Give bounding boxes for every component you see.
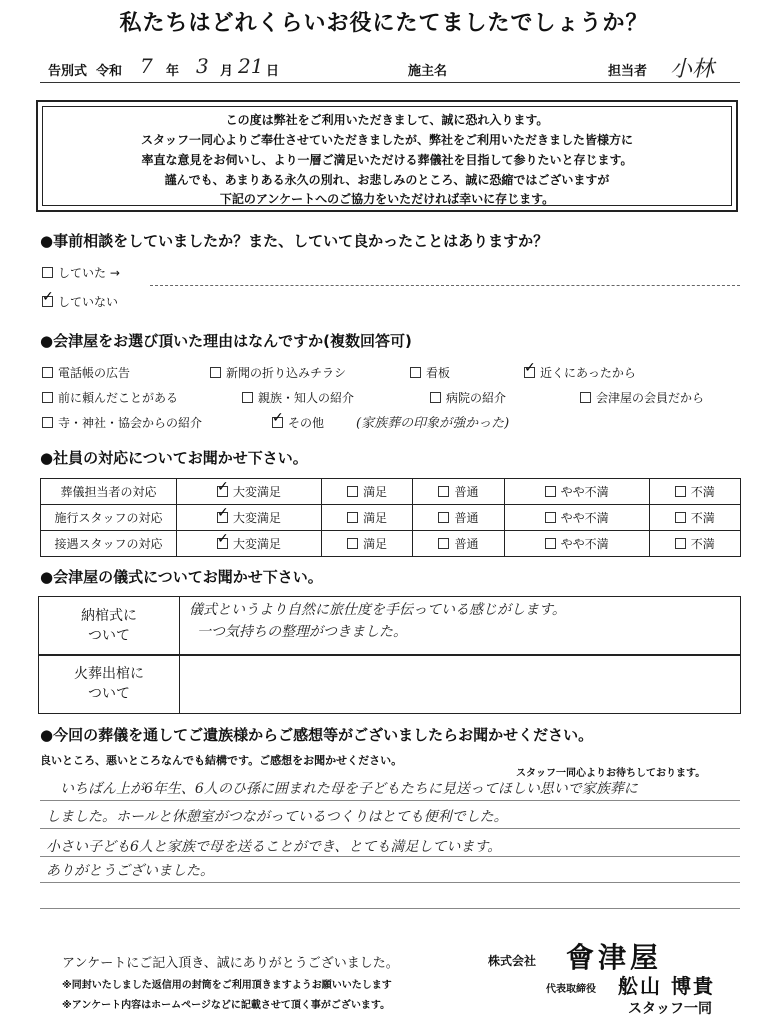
rep-title: 代表取締役 <box>546 984 596 995</box>
table-row <box>41 505 741 531</box>
checkbox-checked-icon[interactable] <box>217 486 228 497</box>
checkbox-icon[interactable] <box>347 538 358 549</box>
checkbox-icon[interactable] <box>430 392 441 403</box>
staff-name[interactable]: 小林 <box>670 57 715 82</box>
staff-rating-table <box>40 478 741 557</box>
table-row <box>41 479 741 505</box>
month-value[interactable]: 3 <box>196 54 209 78</box>
rep-name: 舩山 博貴 <box>618 974 715 998</box>
checkbox-icon[interactable] <box>42 417 53 428</box>
checkbox-icon[interactable] <box>42 367 53 378</box>
q5-subtext-left: 良いところ、悪いところなんでも結構です。ご感想をお聞かせください。 <box>40 754 403 767</box>
checkbox-icon[interactable] <box>438 538 449 549</box>
staff-all-label: スタッフ一同 <box>628 1001 712 1017</box>
nokan-answer-line-2[interactable]: 一つ気持ちの整理がつきました。 <box>197 624 407 640</box>
checkbox-icon[interactable] <box>438 512 449 523</box>
day-value[interactable]: 21 <box>238 54 264 78</box>
checkbox-icon[interactable] <box>675 512 686 523</box>
q5-answer-line-2[interactable]: しました。ホールと休憩室がつながっているつくりはとても便利でした。 <box>46 809 508 825</box>
company-prefix: 株式会社 <box>488 954 537 968</box>
nokan-label: 納棺式に ついて <box>39 597 180 655</box>
q2-option-hospital[interactable]: 病院の紹介 <box>430 389 506 406</box>
day-unit: 日 <box>266 64 280 79</box>
checkbox-icon[interactable] <box>438 486 449 497</box>
checkbox-icon[interactable] <box>580 392 591 403</box>
rating-cell[interactable]: 満足 <box>321 531 412 557</box>
rating-cell[interactable]: やや不満 <box>504 479 649 505</box>
checkbox-checked-icon[interactable] <box>42 296 53 307</box>
footer-note-website: ※アンケート内容はホームページなどに記載させて頂く事がございます。 <box>62 1000 391 1011</box>
rating-cell[interactable]: やや不満 <box>504 505 649 531</box>
footer-note-envelope: ※同封いたしました返信用の封筒をご利用頂きますようお願いいたします <box>62 980 392 991</box>
checkbox-checked-icon[interactable] <box>272 417 283 428</box>
notice-line-3: 率直な意見をお伺いし、より一層ご満足いただける葬儀社を目指して参りたいと存じます。 <box>141 153 633 167</box>
q5-answer-line-4[interactable]: ありがとうございました。 <box>46 863 214 879</box>
answer-rule <box>40 828 740 829</box>
company-logo: 會津屋 <box>566 941 663 974</box>
checkbox-icon[interactable] <box>545 538 556 549</box>
q4-heading: ●会津屋の儀式についてお聞かせ下さい。 <box>40 568 323 586</box>
row-label: 接遇スタッフの対応 <box>41 531 177 557</box>
q2-option-referral[interactable]: 親族・知人の紹介 <box>242 389 354 406</box>
row-label: 施行スタッフの対応 <box>41 505 177 531</box>
rating-cell[interactable]: 普通 <box>413 531 504 557</box>
q2-option-temple[interactable]: 寺・神社・協会からの紹介 <box>42 414 202 431</box>
notice-line-1: この度は弊社をご利用いただきまして、誠に恐れ入ります。 <box>225 113 549 127</box>
checkbox-icon[interactable] <box>545 512 556 523</box>
checkbox-checked-icon[interactable] <box>217 512 228 523</box>
q2-option-phonebook[interactable]: 電話帳の広告 <box>42 364 130 381</box>
answer-rule <box>40 908 740 909</box>
year-value[interactable]: 7 <box>140 54 153 78</box>
q2-option-previous[interactable]: 前に頼んだことがある <box>42 389 178 406</box>
month-unit: 月 <box>220 64 234 79</box>
checkbox-icon[interactable] <box>242 392 253 403</box>
q5-answer-line-3[interactable]: 小さい子ども6人と家族で母を送ることができ、とても満足しています。 <box>46 839 502 855</box>
rating-cell[interactable]: 満足 <box>321 479 412 505</box>
q1-heading: ●事前相談をしていましたか？また、していて良かったことはありますか？ <box>40 232 549 250</box>
checkbox-icon[interactable] <box>675 486 686 497</box>
kaso-box <box>38 654 741 714</box>
footer-thanks: アンケートにご記入頂き、誠にありがとうございました。 <box>62 956 399 971</box>
checkbox-icon[interactable] <box>210 367 221 378</box>
q2-option-nearby[interactable]: ✓ 近くにあったから <box>524 364 636 381</box>
q2-option-other[interactable]: ✓ その他 <box>272 414 324 431</box>
checkbox-checked-icon[interactable] <box>524 367 535 378</box>
q2-option-flyer[interactable]: 新聞の折り込みチラシ <box>210 364 346 381</box>
notice-box <box>36 100 738 212</box>
notice-line-2: スタッフ一同心よりご奉仕させていただきましたが、弊社をご利用いただきました皆様方に <box>140 133 633 147</box>
ceremony-label: 告別式 <box>48 64 88 79</box>
notice-line-4: 謹んでも、あまりある永久の別れ、お悲しみのところ、誠に恐縮ではございますが <box>164 173 610 187</box>
rating-cell[interactable]: ✓ 大変満足 <box>177 531 322 557</box>
q5-subtext-right: スタッフ一同心よりお待ちしております。 <box>516 768 706 779</box>
rating-cell[interactable]: 不満 <box>649 479 740 505</box>
q2-other-note[interactable]: (家族葬の印象が強かった) <box>356 416 510 431</box>
checkbox-icon[interactable] <box>545 486 556 497</box>
checkbox-icon[interactable] <box>42 267 53 278</box>
row-label: 葬儀担当者の対応 <box>41 479 177 505</box>
q3-heading: ●社員の対応についてお聞かせ下さい。 <box>40 449 308 467</box>
kaso-label: 火葬出棺に ついて <box>39 655 180 713</box>
era-label: 令和 <box>96 64 123 79</box>
answer-rule <box>40 800 740 801</box>
table-row <box>41 531 741 557</box>
q1-option-yes[interactable]: していた → <box>42 264 120 281</box>
rating-cell[interactable]: 普通 <box>413 479 504 505</box>
rating-cell[interactable]: ✓ 大変満足 <box>177 479 322 505</box>
rating-cell[interactable]: 不満 <box>649 505 740 531</box>
chief-mourner-label: 施主名 <box>408 64 448 79</box>
nokan-answer-line-1[interactable]: 儀式というより自然に旅仕度を手伝っている感じがします。 <box>189 602 566 618</box>
q5-answer-line-1[interactable]: いちばん上が6年生、6人のひ孫に囲まれた母を子どもたちに見送ってほしい思いで家族葬に <box>60 781 638 797</box>
header-underline <box>40 82 740 83</box>
staff-label: 担当者 <box>608 64 648 79</box>
rating-cell[interactable]: ✓ 大変満足 <box>177 505 322 531</box>
checkbox-icon[interactable] <box>347 512 358 523</box>
answer-rule <box>40 856 740 857</box>
notice-line-5: 下記のアンケートへのご協力をいただければ幸いに存じます。 <box>219 192 555 206</box>
q2-option-member[interactable]: 会津屋の会員だから <box>580 389 704 406</box>
page-title: 私たちはどれくらいお役にたてましたでしょうか？ <box>119 11 649 36</box>
nokan-box <box>38 596 741 656</box>
q1-answer-line <box>150 285 740 286</box>
rating-cell[interactable]: 満足 <box>321 505 412 531</box>
year-unit: 年 <box>166 64 180 79</box>
rating-cell[interactable]: 不満 <box>649 531 740 557</box>
checkbox-checked-icon[interactable] <box>217 538 228 549</box>
q2-option-signboard[interactable]: 看板 <box>410 364 450 381</box>
q1-option-no[interactable]: ✓していない <box>42 293 118 310</box>
rating-cell[interactable]: やや不満 <box>504 531 649 557</box>
q5-heading: ●今回の葬儀を通してご遺族様からご感想等がございましたらお聞かせください。 <box>40 726 594 744</box>
q2-heading: ●会津屋をお選び頂いた理由はなんですか(複数回答可) <box>40 332 412 350</box>
rating-cell[interactable]: 普通 <box>413 505 504 531</box>
checkbox-icon[interactable] <box>410 367 421 378</box>
checkbox-icon[interactable] <box>42 392 53 403</box>
checkbox-icon[interactable] <box>675 538 686 549</box>
checkbox-icon[interactable] <box>347 486 358 497</box>
answer-rule <box>40 882 740 883</box>
